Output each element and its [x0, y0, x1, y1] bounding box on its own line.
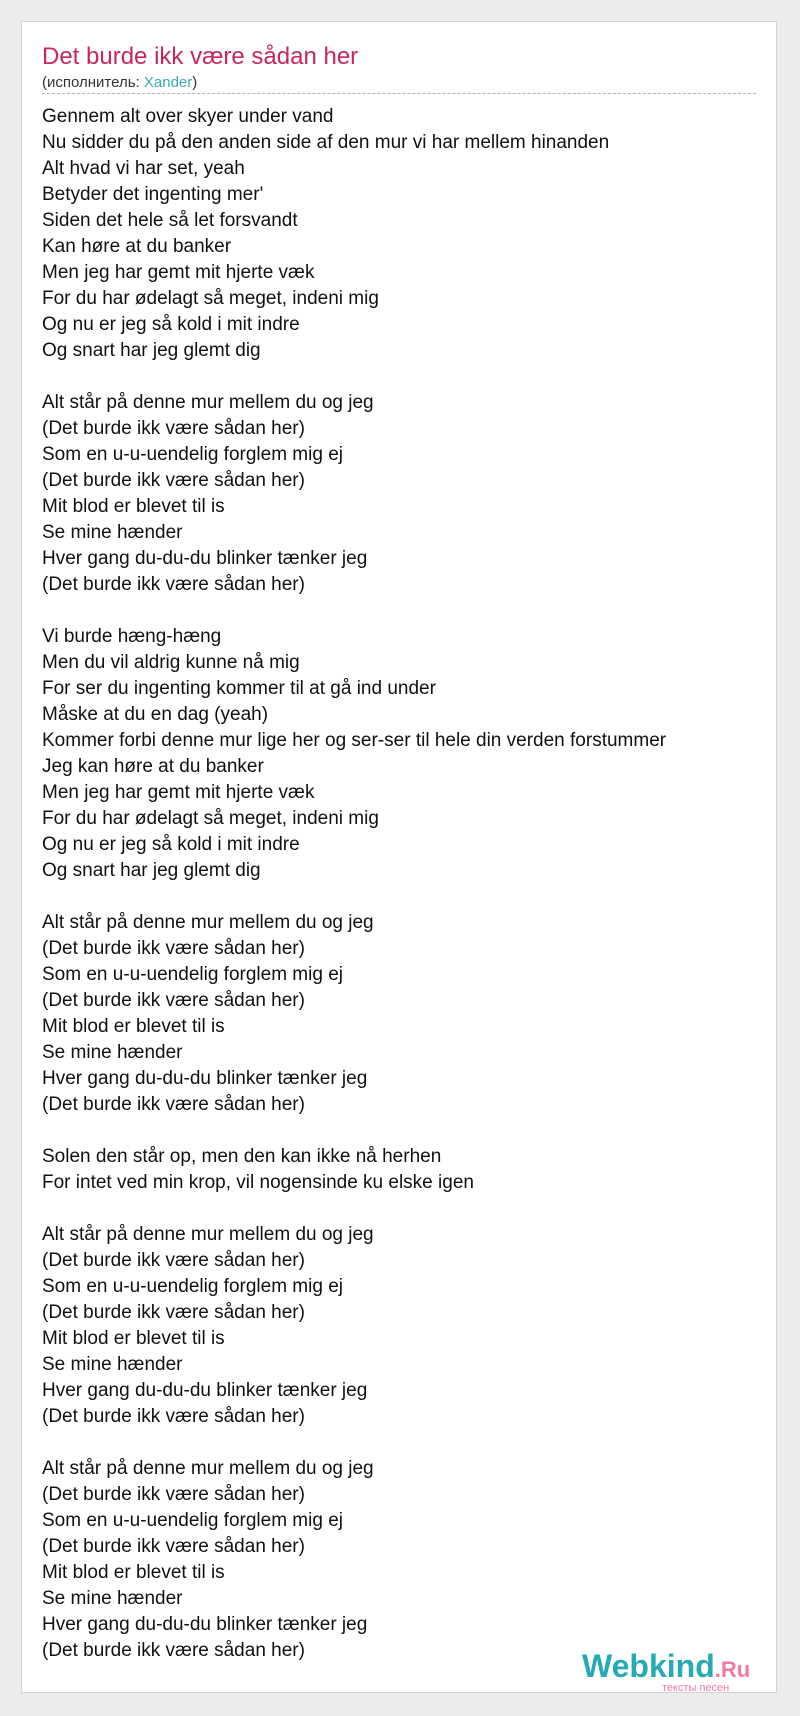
lyric-line: For du har ødelagt så meget, indeni mig: [42, 288, 379, 309]
lyric-line: Alt hvad vi har set, yeah: [42, 158, 245, 179]
title-divider: [42, 93, 756, 94]
lyric-line: (Det burde ikk være sådan her): [42, 938, 305, 959]
webkind-logo: [582, 1648, 772, 1694]
lyric-line: (Det burde ikk være sådan her): [42, 470, 305, 491]
lyric-line: Gennem alt over skyer under vand: [42, 106, 334, 127]
lyric-line: Måske at du en dag (yeah): [42, 704, 269, 725]
lyric-line: Alt står på denne mur mellem du og jeg: [42, 912, 374, 933]
stanza-break: [42, 884, 758, 910]
lyric-line: Se mine hænder: [42, 1354, 183, 1375]
lyric-line: (Det burde ikk være sådan her): [42, 574, 305, 595]
lyric-line: Og nu er jeg så kold i mit indre: [42, 834, 300, 855]
artist-link[interactable]: Xander: [143, 74, 193, 91]
lyric-line: Se mine hænder: [42, 522, 183, 543]
lyric-line: Hver gang du-du-du blinker tænker jeg: [42, 548, 368, 569]
lyric-line: Vi burde hæng-hæng: [42, 626, 222, 647]
lyric-line: For intet ved min krop, vil nogensinde ku elske igen: [42, 1172, 474, 1193]
lyric-line: Som en u-u-uendelig forglem mig ej: [42, 1510, 343, 1531]
lyric-line: Mit blod er blevet til is: [42, 1562, 225, 1583]
byline-suffix: ): [192, 74, 198, 91]
lyric-line: Mit blod er blevet til is: [42, 1328, 225, 1349]
lyric-line: Men jeg har gemt mit hjerte væk: [42, 782, 315, 803]
lyric-line: Se mine hænder: [42, 1042, 183, 1063]
byline-prefix: (исполнитель:: [42, 74, 144, 91]
lyric-line: (Det burde ikk være sådan her): [42, 1094, 305, 1115]
lyric-line: Alt står på denne mur mellem du og jeg: [42, 392, 374, 413]
lyric-line: Kommer forbi denne mur lige her og ser-ser til hele din verden forstummer: [42, 730, 667, 751]
lyric-line: Som en u-u-uendelig forglem mig ej: [42, 964, 343, 985]
song-title: Det burde ikk være sådan her: [42, 43, 359, 70]
lyric-line: Betyder det ingenting mer': [42, 184, 264, 205]
lyric-line: For du har ødelagt så meget, indeni mig: [42, 808, 379, 829]
logo-suffix-text: .Ru: [714, 1657, 751, 1682]
lyric-line: Siden det hele så let forsvandt: [42, 210, 298, 231]
lyric-line: (Det burde ikk være sådan her): [42, 1484, 305, 1505]
lyric-line: Som en u-u-uendelig forglem mig ej: [42, 444, 343, 465]
logo-tagline: тексты песен: [662, 1682, 730, 1694]
logo-main-text: Webkind: [582, 1648, 715, 1684]
lyric-line: Kan høre at du banker: [42, 236, 232, 257]
lyrics-body: [42, 104, 758, 1664]
lyric-line: Jeg kan høre at du banker: [42, 756, 264, 777]
lyric-line: (Det burde ikk være sådan her): [42, 1250, 305, 1271]
lyric-line: Solen den står op, men den kan ikke nå herhen: [42, 1146, 442, 1167]
lyrics-card: [21, 21, 777, 1693]
stanza-break: [42, 1196, 758, 1222]
lyric-line: Se mine hænder: [42, 1588, 183, 1609]
lyric-line: (Det burde ikk være sådan her): [42, 1536, 305, 1557]
artist-byline: [42, 73, 197, 93]
lyric-line: Hver gang du-du-du blinker tænker jeg: [42, 1614, 368, 1635]
lyric-line: Som en u-u-uendelig forglem mig ej: [42, 1276, 343, 1297]
lyric-line: Mit blod er blevet til is: [42, 496, 225, 517]
stanza-break: [42, 598, 758, 624]
lyric-line: Hver gang du-du-du blinker tænker jeg: [42, 1068, 368, 1089]
stanza-break: [42, 1118, 758, 1144]
lyric-line: Og snart har jeg glemt dig: [42, 860, 261, 881]
lyric-line: Og snart har jeg glemt dig: [42, 340, 261, 361]
lyric-line: Mit blod er blevet til is: [42, 1016, 225, 1037]
lyric-line: For ser du ingenting kommer til at gå ind under: [42, 678, 436, 699]
lyric-line: Alt står på denne mur mellem du og jeg: [42, 1224, 374, 1245]
lyric-line: Men du vil aldrig kunne nå mig: [42, 652, 300, 673]
lyric-line: Hver gang du-du-du blinker tænker jeg: [42, 1380, 368, 1401]
lyric-line: Og nu er jeg så kold i mit indre: [42, 314, 300, 335]
stanza-break: [42, 364, 758, 390]
lyric-line: Nu sidder du på den anden side af den mur vi har mellem hinanden: [42, 132, 610, 153]
lyric-line: (Det burde ikk være sådan her): [42, 418, 305, 439]
lyric-line: Alt står på denne mur mellem du og jeg: [42, 1458, 374, 1479]
lyric-line: Men jeg har gemt mit hjerte væk: [42, 262, 315, 283]
stanza-break: [42, 1430, 758, 1456]
lyric-line: (Det burde ikk være sådan her): [42, 1640, 305, 1661]
lyric-line: (Det burde ikk være sådan her): [42, 1302, 305, 1323]
lyric-line: (Det burde ikk være sådan her): [42, 1406, 305, 1427]
lyric-line: (Det burde ikk være sådan her): [42, 990, 305, 1011]
